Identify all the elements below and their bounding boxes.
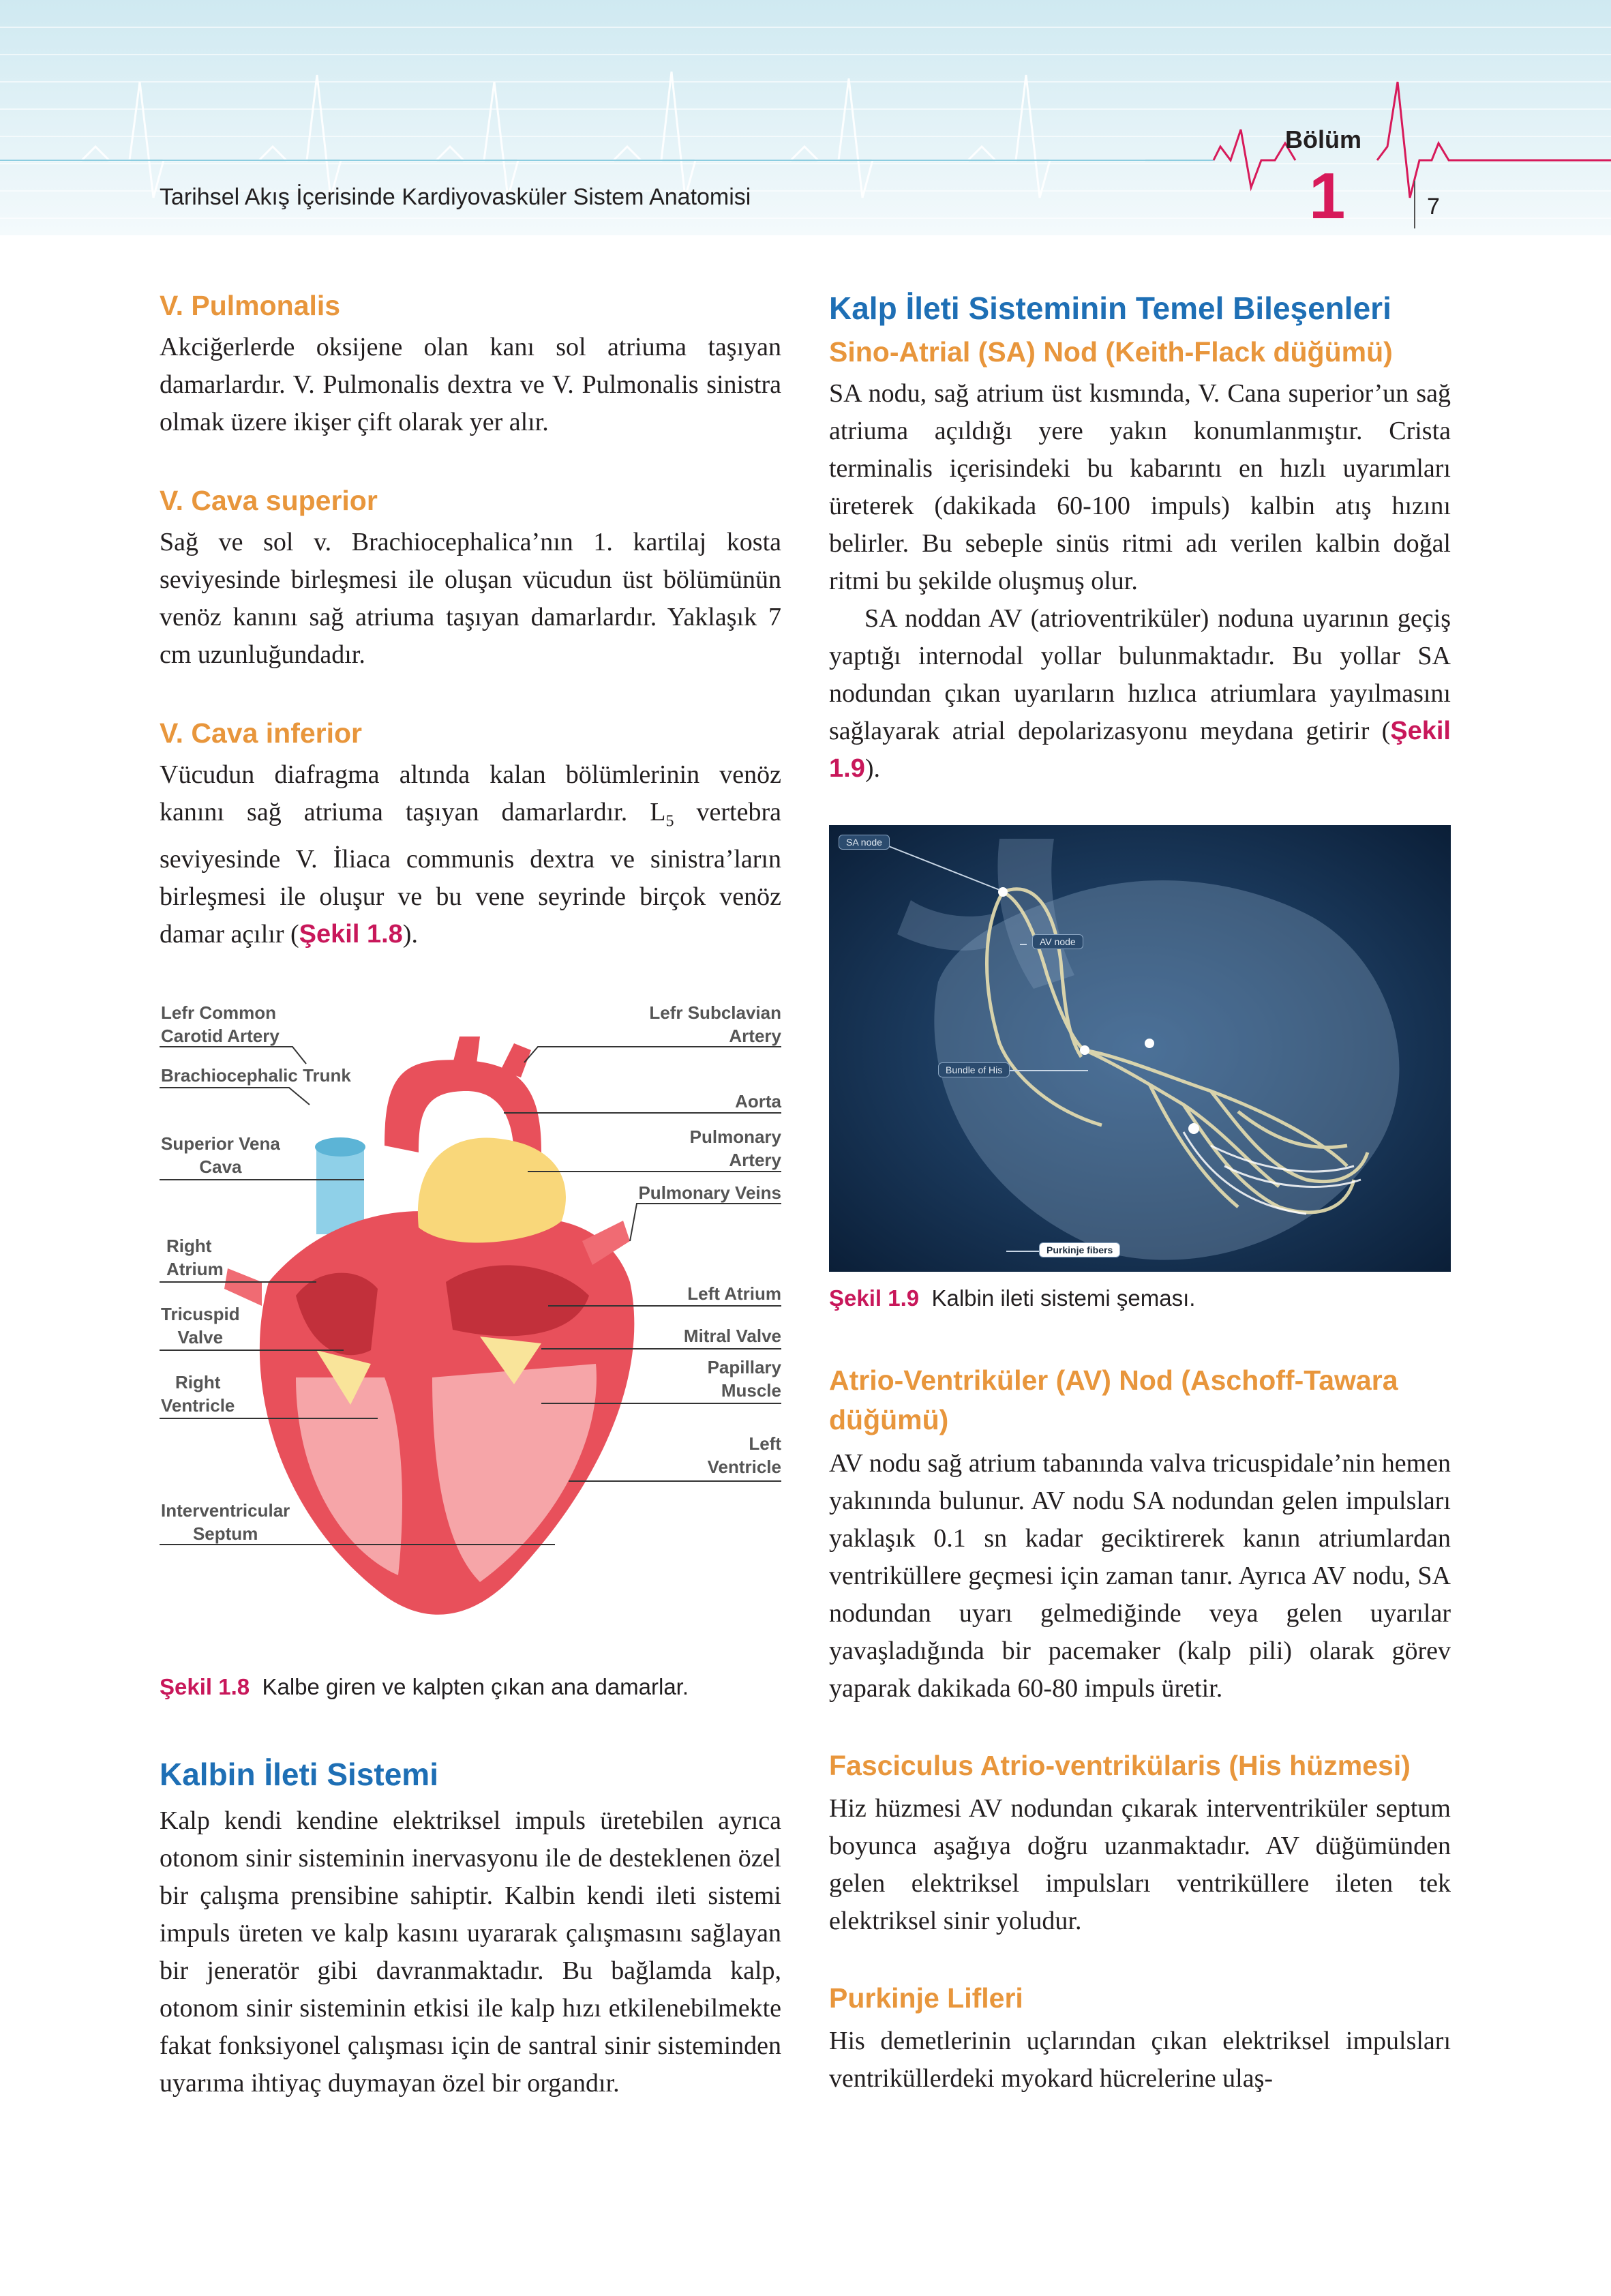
text-part: ).: [402, 919, 418, 949]
carotid-shape: [453, 1037, 480, 1064]
paragraph-his-huzmesi: Hiz hüzmesi AV nodundan çıkarak interventriküler septum boyunca aşağıya doğru uzanmaktadır. AV düğümünden gelen elektriksel impulsları ventriküllere ileten tek elektriksel sinir yoludur.: [829, 1794, 1451, 1935]
conduction-system-figure: [829, 825, 1451, 1272]
label-papillary-muscle: [708, 1356, 781, 1402]
paragraph-v-cava-superior: Sağ ve sol v. Brachiocephalica’nın 1. kartilaj kosta seviyesinde birleşmesi ile oluşan vücudun üst bölümünün venöz kanını sağ atriuma taşıyan damarlardır. Yaklaşık 7 cm uzunluğundadır.: [160, 528, 781, 669]
label-line: Muscle: [721, 1380, 781, 1401]
caption-text: Kalbe giren ve kalpten çıkan ana damarlar.: [262, 1674, 689, 1699]
figure-ref-1-8[interactable]: Şekil 1.8: [299, 919, 403, 949]
figure-1-8-caption: [160, 1674, 781, 1700]
page-number: 7: [1427, 194, 1440, 220]
heading-v-cava-inferior: V. Cava inferior: [160, 717, 363, 749]
label-line: Ventricle: [707, 1457, 781, 1477]
label-left-ventricle: [708, 1432, 781, 1478]
caption-label: Şekil 1.9: [829, 1285, 920, 1311]
text-part: SA noddan AV (atrioventriküler) noduna uyarının geçiş yaptığı internodal yollar bulunmaktadır. Bu yollar SA nodundan çıkan uyarıların hızlıca atriumlara yayılmasını sağlayarak atrial depolarizasyonu meydana getirir (: [829, 604, 1451, 745]
chapter-number: 1: [1309, 160, 1346, 233]
left-column-lower-text: [160, 1756, 781, 2102]
label-superior-vena-cava: [161, 1132, 280, 1178]
heading-av-nod: Atrio-Ventriküler (AV) Nod (Aschoff-Tawara düğümü): [829, 1365, 1398, 1435]
caption-label: Şekil 1.8: [160, 1674, 250, 1699]
right-column-lower-text: [829, 1360, 1451, 2098]
vena-cava-shape: [316, 1146, 364, 1234]
label-left-subclavian: [649, 1001, 781, 1047]
label-line: Septum: [192, 1523, 258, 1544]
label-pulmonary-veins: Pulmonary Veins: [638, 1182, 781, 1203]
figure-1-9-caption: [829, 1285, 1451, 1311]
heart-illustration: [160, 996, 781, 1643]
sa-node-marker: [998, 887, 1008, 897]
label-mitral-valve: Mitral Valve: [683, 1326, 781, 1346]
heart-anatomy-figure: [160, 996, 781, 1643]
label-left-atrium: Left Atrium: [687, 1283, 781, 1304]
label-aorta: Aorta: [735, 1091, 781, 1112]
label-line: Superior Vena: [161, 1133, 280, 1154]
label-line: Ventricle: [161, 1395, 235, 1416]
label-line: Papillary: [707, 1357, 781, 1377]
label-line: Cava: [199, 1157, 242, 1177]
label-line: Carotid Artery: [161, 1026, 280, 1046]
paragraph-av-nod: AV nodu sağ atrium tabanında valva tricuspidale’nin hemen yakınında bulunur. AV nodu SA nodundan gelen impulsları yaklaşık 0.1 sn kadar geciktirerek kanın atriumlardan ventriküllere geçmesi için zaman tanır. Ayrıca AV nodu, SA nodundan uyarı gelmediğinde veya gelen uyarılar yavaşladığında bir pacemaker (kalp pili) olarak görev yaparak dakikada 60-80 impuls üretir.: [829, 1449, 1451, 1703]
label-bundle-of-his: Bundle of His: [938, 1062, 1010, 1077]
label-interventricular-septum: [161, 1499, 290, 1545]
heading-sa-nod: Sino-Atrial (SA) Nod (Keith-Flack düğümü): [829, 336, 1393, 368]
label-sa-node: SA node: [839, 835, 890, 850]
label-purkinje-fibers: Purkinje fibers: [1039, 1242, 1120, 1257]
pulmonary-artery-shape: [418, 1138, 566, 1243]
label-tricuspid-valve: [161, 1302, 240, 1349]
label-line: Valve: [177, 1327, 224, 1347]
bundle-marker: [1188, 1123, 1199, 1134]
figure-ref-1-9[interactable]: Şekil 1.9: [829, 717, 1451, 783]
label-line: Lefr Subclavian: [649, 1002, 781, 1023]
label-brachiocephalic: Brachiocephalic Trunk: [161, 1065, 351, 1086]
label-line: Right: [175, 1372, 221, 1392]
label-av-node: AV node: [1032, 934, 1083, 949]
text-part: ).: [864, 754, 880, 783]
heading-kalbin-ileti-sistemi: Kalbin İleti Sistemi: [160, 1757, 438, 1792]
left-column-text: [160, 290, 781, 953]
caption-text: Kalbin ileti sistemi şeması.: [931, 1285, 1196, 1311]
heading-purkinje-lifleri: Purkinje Lifleri: [829, 1982, 1023, 2014]
label-left-common-carotid: [161, 1001, 280, 1047]
label-line: Pulmonary: [689, 1127, 781, 1147]
heading-his-huzmesi: Fasciculus Atrio-ventrikülaris (His hüzmesi): [829, 1750, 1411, 1781]
heading-temel-bilesenler: Kalp İleti Sisteminin Temel Bileşenleri: [829, 290, 1391, 326]
label-line: Tricuspid: [161, 1304, 240, 1324]
right-column-text: [829, 290, 1451, 788]
label-line: Artery: [729, 1026, 781, 1046]
conduction-illustration: [829, 825, 1451, 1272]
paragraph-v-cava-inferior: [160, 756, 781, 953]
heading-v-pulmonalis: V. Pulmonalis: [160, 290, 341, 321]
label-line: Atrium: [166, 1259, 224, 1279]
label-right-ventricle: [161, 1371, 235, 1417]
text-part: vertebra seviyesinde V. İliaca communis dextra ve sinistra’ların birleşmesi ile oluşur ve bu vene seyrinde birçok venöz damar açılır (: [160, 798, 781, 949]
label-right-atrium: [166, 1234, 224, 1281]
label-pulmonary-artery: [690, 1125, 781, 1172]
text-part: Vücudun diafragma altında kalan bölümlerinin venöz kanını sağ atriuma taşıyan damarlardır. L: [160, 760, 781, 826]
paragraph-purkinje-lifleri: His demetlerinin uçlarından çıkan elektriksel impulsları ventriküllerdeki myokard hücrelerine ulaş-: [829, 2027, 1451, 2093]
label-line: Lefr Common: [161, 1002, 276, 1023]
label-line: Artery: [729, 1150, 781, 1170]
paragraph-sa-nod-2: [829, 600, 1451, 788]
paragraph-kalbin-ileti-sistemi: Kalp kendi kendine elektriksel impuls üretebilen ayrıca otonom sinir sisteminin inervasyonu ile de desteklenen özel bir çalışma prensibine sahiptir. Kalbin kendi ileti sistemi impuls üreten ve kalp kasını uyararak çalışmasını sağlayan bir jeneratör gibi davranmaktadır. Bu bağlamda kalp, otonom sinir sisteminin etkisi ile kalp hızı etkilenebilmekte fakat fonksiyonel çalışması için de santral sinir sisteminden uyarıma ihtiyaç duymayan özel bir organdır.: [160, 1806, 781, 2098]
subscript-5: 5: [665, 812, 674, 831]
chapter-label: Bölüm: [1285, 125, 1361, 153]
label-line: Left: [749, 1433, 781, 1454]
label-line: Right: [166, 1236, 212, 1256]
paragraph-sa-nod-1: SA nodu, sağ atrium üst kısmında, V. Cana superior’un sağ atriuma açıldığı yere yakın konumlanmıştır. Crista terminalis içerisindeki bu kabarıntı en hızlı uyarımları üreterek (dakikada 60-100 impuls) kalbin atış hızını belirler. Bu sebeple sinüs ritmi adı verilen kalbin doğal ritmi bu şekilde oluşmuş olur.: [829, 379, 1451, 595]
paragraph-v-pulmonalis: Akciğerlerde oksijene olan kanı sol atriuma taşıyan damarlardır. V. Pulmonalis dextra ve V. Pulmonalis sinistra olmak üzere ikişer çift olarak yer alır.: [160, 333, 781, 436]
av-node-marker: [1080, 1045, 1089, 1055]
heading-v-cava-superior: V. Cava superior: [160, 485, 378, 516]
label-line: Interventricular: [161, 1500, 290, 1521]
running-title: Tarihsel Akış İçerisinde Kardiyovasküler Sistem Anatomisi: [160, 184, 751, 210]
